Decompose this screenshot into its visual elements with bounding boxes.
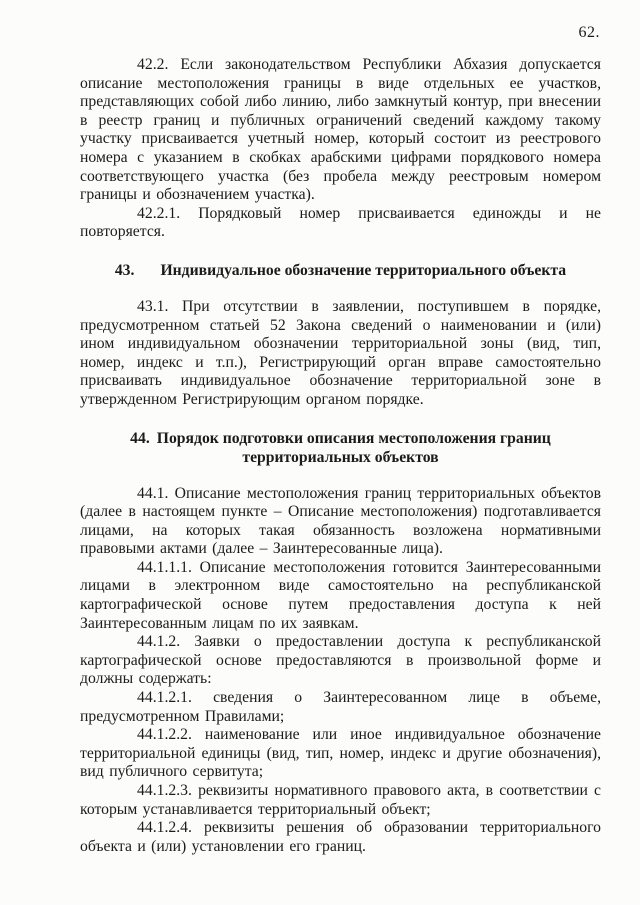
paragraph-42-2-1: 42.2.1. Порядковый номер присваивается единожды и не повторяется. xyxy=(80,204,601,241)
paragraph-44-1-1-1: 44.1.1.1. Описание местоположения готовится Заинтересованными лицами в электронном виде самостоятельно на республиканской картографической основе путем предоставления доступа к ней Заинтересованным лицам по их заявкам. xyxy=(80,558,601,632)
section-43-number: 43. xyxy=(114,261,135,279)
section-44-title: Порядок подготовки описания местоположения границ территориальных объектов xyxy=(156,429,551,466)
section-44-heading xyxy=(80,429,601,467)
paragraph-44-1-2-3: 44.1.2.3. реквизиты нормативного правового акта, в соответствии с которым устанавливается территориальный объект; xyxy=(80,782,601,818)
section-43-title: Индивидуальное обозначение территориального объекта xyxy=(160,261,567,279)
paragraph-44-1-2-1: 44.1.2.1. сведения о Заинтересованном лице в объеме, предусмотренном Правилами; xyxy=(80,689,601,725)
paragraph-44-1-2: 44.1.2. Заявки о предоставлении доступа к республиканской картографической основе предоставляются в произвольной форме и должны содержать: xyxy=(80,633,601,688)
section-43-heading xyxy=(80,261,601,280)
paragraph-44-1-2-2: 44.1.2.2. наименование или иное индивидуальное обозначение территориальной единицы (вид, тип, номер, индекс и другие обозначения), вид публичного сервитута; xyxy=(80,726,601,781)
section-44-number: 44. xyxy=(130,429,150,447)
paragraph-44-1-2-4: 44.1.2.4. реквизиты решения об образовании территориального объекта и (или) установлении его границ. xyxy=(80,819,601,855)
page-number: 62. xyxy=(578,24,600,41)
paragraph-44-1: 44.1. Описание местоположения границ территориальных объектов (далее в настоящем пункте – Описание местоположения) подготавливается лицами, на которых такая обязанность возложена нормативными правовыми актами (далее – Заинтересованные лица). xyxy=(80,484,601,558)
document-body xyxy=(80,56,601,856)
paragraph-42-2: 42.2. Если законодательством Республики Абхазия допускается описание местоположения границы в виде отдельных ее участков, представляющих собой либо линию, либо замкнутый контур, при внесении в реестр границ и публичных ограничений сведений каждому такому участку присваивается учетный номер, который состоит из реестрового номера с указанием в скобках арабскими цифрами порядкового номера соответствующего участка (без пробела между реестровым номером границы и обозначением участка). xyxy=(80,56,601,204)
paragraph-43-1: 43.1. При отсутствии в заявлении, поступившем в порядке, предусмотренном статьей 52 Закона сведений о наименовании и (или) ином индивидуальном обозначении территориальной зоны (вид, тип, номер, индекс и т.п.), Регистрирующий орган вправе самостоятельно присваивать индивидуальное обозначение территориальной зоне в утвержденном Регистрирующим органом порядке. xyxy=(80,297,601,408)
